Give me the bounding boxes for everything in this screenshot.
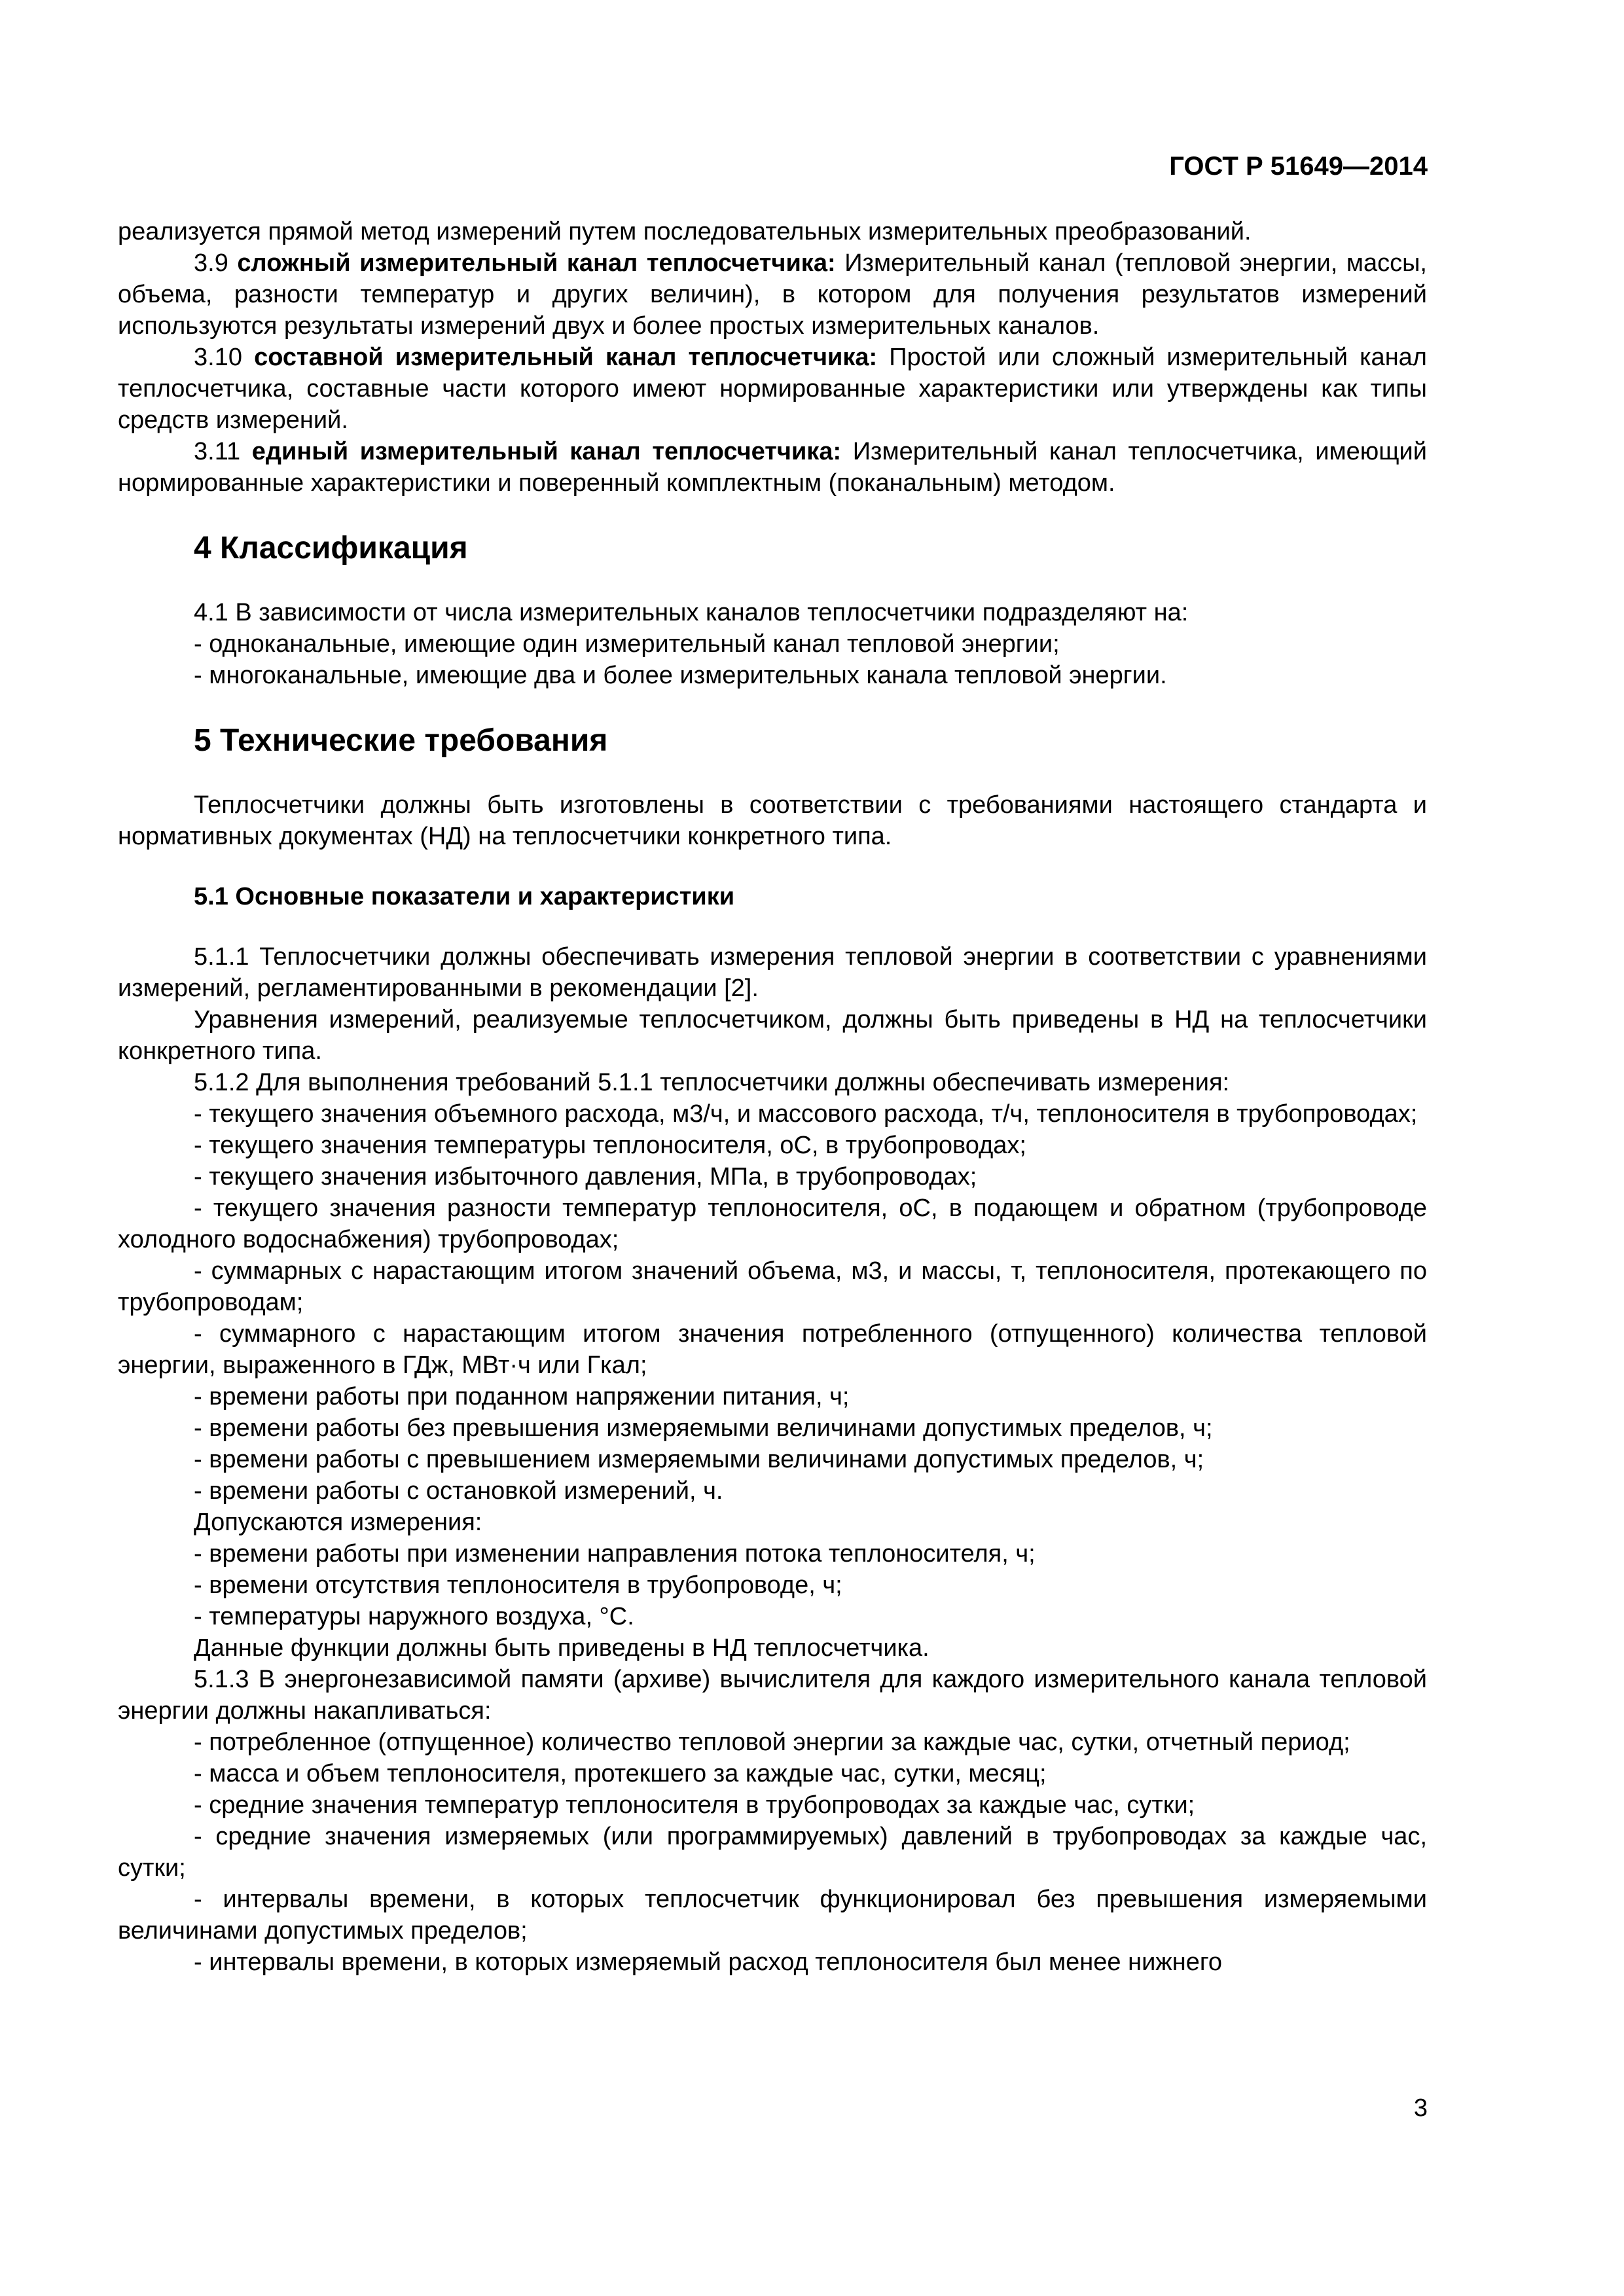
section-5-line: - текущего значения температуры теплоносителя, оС, в трубопроводах; <box>194 1132 1026 1159</box>
section-5-intro: Теплосчетчики должны быть изготовлены в соответствии с требованиями настоящего стандарта и нормативных документах (НД) на теплосчетчики конкретного типа. <box>118 791 1427 850</box>
section-5-line: - суммарного с нарастающим итогом значения потребленного (отпущенного) количества тепловой энергии, выраженного в ГДж, МВт·ч или Гкал; <box>118 1320 1427 1379</box>
definition-3-11 <box>118 436 1427 499</box>
section-5-line: - текущего значения объемного расхода, м3/ч, и массового расхода, т/ч, теплоносителя в трубопроводах; <box>194 1100 1418 1128</box>
clause-number: 3.11 <box>194 438 252 465</box>
term: единый измерительный канал теплосчетчика: <box>251 438 842 465</box>
section-5-line: - текущего значения избыточного давления, МПа, в трубопроводах; <box>194 1163 977 1191</box>
section-5-line: - времени работы при поданном напряжении питания, ч; <box>194 1383 850 1410</box>
page-number: 3 <box>1413 2094 1428 2122</box>
section-5-line: - времени работы с остановкой измерений, ч. <box>194 1477 723 1505</box>
section-5-line: Данные функции должны быть приведены в НД теплосчетчика. <box>194 1634 929 1662</box>
term: составной измерительный канал теплосчетчика: <box>254 344 878 371</box>
section-5-line: 5.1.1 Теплосчетчики должны обеспечивать измерения тепловой энергии в соответствии с уравнениями измерений, регламентированными в рекомендации [2]. <box>118 943 1427 1002</box>
section-4-line: - многоканальные, имеющие два и более измерительных канала тепловой энергии. <box>194 662 1167 689</box>
section-5-line: - интервалы времени, в которых теплосчетчик функционировал без превышения измеряемыми величинами допустимых пределов; <box>118 1886 1427 1945</box>
section-5-line: Уравнения измерений, реализуемые теплосчетчиком, должны быть приведены в НД на теплосчетчики конкретного типа. <box>118 1006 1427 1065</box>
section-5-line: - потребленное (отпущенное) количество тепловой энергии за каждые час, сутки, отчетный период; <box>194 1729 1350 1756</box>
subsection-5-1-heading: 5.1 Основные показатели и характеристики <box>194 883 735 910</box>
paragraph-continuation: реализуется прямой метод измерений путем последовательных измерительных преобразований. <box>118 218 1252 245</box>
definition-3-10 <box>118 342 1427 436</box>
section-5-line: - времени отсутствия теплоносителя в трубопроводе, ч; <box>194 1571 842 1599</box>
section-4-line: - одноканальные, имеющие один измерительный канал тепловой энергии; <box>194 630 1060 658</box>
definition-text: Измерительный канал (тепловой энергии, массы, объема, разности температур и других величин), в котором для получения результатов измерений используются результаты измерений двух и более простых измерительных каналов. <box>118 249 1427 340</box>
section-5-heading: 5 Технические требования <box>194 723 608 758</box>
page-content <box>118 216 1427 1978</box>
section-5-line: - времени работы без превышения измеряемыми величинами допустимых пределов, ч; <box>194 1414 1213 1442</box>
section-5-line: - масса и объем теплоносителя, протекшего за каждые час, сутки, месяц; <box>194 1760 1047 1787</box>
section-5-line: - времени работы при изменении направления потока теплоносителя, ч; <box>194 1540 1036 1568</box>
term: сложный измерительный канал теплосчетчика: <box>237 249 836 277</box>
section-4-line: 4.1 В зависимости от числа измерительных каналов теплосчетчики подразделяют на: <box>194 599 1189 626</box>
document-code: ГОСТ Р 51649—2014 <box>1169 152 1428 181</box>
definition-text: Измерительный канал теплосчетчика, имеющий нормированные характеристики и поверенный комплектным (поканальным) методом. <box>118 438 1428 497</box>
clause-number: 3.10 <box>194 344 255 371</box>
section-5-line: - текущего значения разности температур теплоносителя, оС, в подающем и обратном (трубопроводе холодного водоснабжения) трубопроводах; <box>118 1194 1427 1253</box>
section-5-line: - температуры наружного воздуха, °С. <box>194 1603 634 1630</box>
section-5-line: Допускаются измерения: <box>194 1509 482 1536</box>
clause-number: 3.9 <box>194 249 238 277</box>
section-5-line: - средние значения измеряемых (или программируемых) давлений в трубопроводах за каждые час, сутки; <box>118 1823 1427 1882</box>
section-4-heading: 4 Классификация <box>194 531 468 565</box>
definition-3-9 <box>118 247 1427 342</box>
section-5-line: 5.1.3 В энергонезависимой памяти (архиве) вычислителя для каждого измерительного канала тепловой энергии должны накапливаться: <box>118 1666 1427 1725</box>
section-5-line: - времени работы с превышением измеряемыми величинами допустимых пределов, ч; <box>194 1446 1204 1473</box>
section-5-line: - суммарных с нарастающим итогом значений объема, м3, и массы, т, теплоносителя, протекающего по трубопроводам; <box>118 1257 1427 1316</box>
section-5-line: - средние значения температур теплоносителя в трубопроводах за каждые час, сутки; <box>194 1791 1195 1819</box>
section-5-line: - интервалы времени, в которых измеряемый расход теплоносителя был менее нижнего <box>194 1948 1222 1976</box>
section-5-line: 5.1.2 Для выполнения требований 5.1.1 теплосчетчики должны обеспечивать измерения: <box>194 1069 1230 1096</box>
definition-text: Простой или сложный измерительный канал теплосчетчика, составные части которого имеют нормированные характеристики или утверждены как типы средств измерений. <box>118 344 1427 434</box>
